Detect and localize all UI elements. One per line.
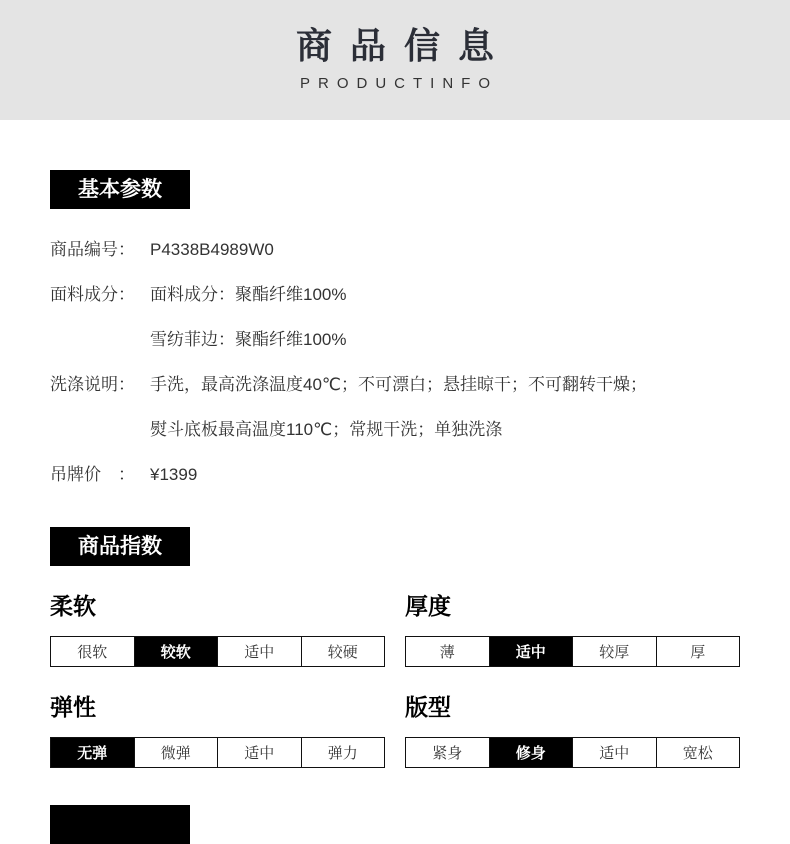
param-value xyxy=(150,272,740,362)
index-group xyxy=(405,667,740,768)
index-cell: 薄 xyxy=(439,644,455,661)
page-subtitle: PRODUCTINFO xyxy=(300,75,498,92)
param-label: 商品编号： xyxy=(50,240,135,259)
index-cell: 厚 xyxy=(656,637,740,666)
index-cell: 弹力 xyxy=(301,738,385,767)
param-value xyxy=(150,227,740,272)
param-label: 吊牌价 ： xyxy=(50,465,135,484)
index-cell: 适中 xyxy=(572,738,656,767)
page-title: 商品信息 xyxy=(295,25,512,66)
param-line: 雪纺菲边：聚酯纤维100% xyxy=(150,330,347,349)
index-cell: 很软 xyxy=(77,644,108,661)
index-cell: 紧身 xyxy=(432,745,463,762)
param-value xyxy=(150,362,740,452)
index-name: 弹性 xyxy=(50,694,96,720)
param-label: 面料成分： xyxy=(50,285,135,304)
index-table xyxy=(50,737,385,768)
content xyxy=(0,170,790,844)
param-line: 手洗，最高洗涤温度40℃；不可漂白；悬挂晾干；不可翻转干燥； xyxy=(150,375,647,394)
index-name: 柔软 xyxy=(50,593,96,619)
param-row xyxy=(50,362,740,452)
index-group xyxy=(50,667,385,768)
param-line: P4338B4989W0 xyxy=(150,240,274,259)
index-name: 版型 xyxy=(405,694,451,720)
index-table xyxy=(405,636,740,667)
index-table xyxy=(405,737,740,768)
section-badge-product-index: 商品指数 xyxy=(50,527,190,566)
index-cell-selected: 适中 xyxy=(489,637,573,666)
index-cell-selected: 无弹 xyxy=(51,738,134,767)
param-row xyxy=(50,272,740,362)
param-line: 熨斗底板最高温度110℃；常规干洗；单独洗涤 xyxy=(150,420,503,439)
index-cell: 适中 xyxy=(217,637,301,666)
section-badge-basic-params: 基本参数 xyxy=(50,170,190,209)
header-banner xyxy=(0,0,790,120)
index-grid xyxy=(50,566,740,768)
index-group xyxy=(50,566,385,667)
index-cell: 较硬 xyxy=(301,637,385,666)
param-label: 洗涤说明： xyxy=(50,375,135,394)
param-line: ¥1399 xyxy=(150,465,198,484)
index-cell: 较厚 xyxy=(572,637,656,666)
param-value xyxy=(150,452,740,497)
index-cell: 微弹 xyxy=(134,738,218,767)
index-group xyxy=(405,566,740,667)
index-table xyxy=(50,636,385,667)
param-line: 面料成分：聚酯纤维100% xyxy=(150,285,347,304)
index-cell-selected: 较软 xyxy=(134,637,218,666)
param-row xyxy=(50,452,740,497)
index-cell: 适中 xyxy=(217,738,301,767)
param-row xyxy=(50,227,740,272)
params-list xyxy=(50,227,740,497)
index-cell-selected: 修身 xyxy=(489,738,573,767)
section-badge-partial xyxy=(50,805,190,844)
index-cell: 宽松 xyxy=(656,738,740,767)
index-name: 厚度 xyxy=(405,593,451,619)
